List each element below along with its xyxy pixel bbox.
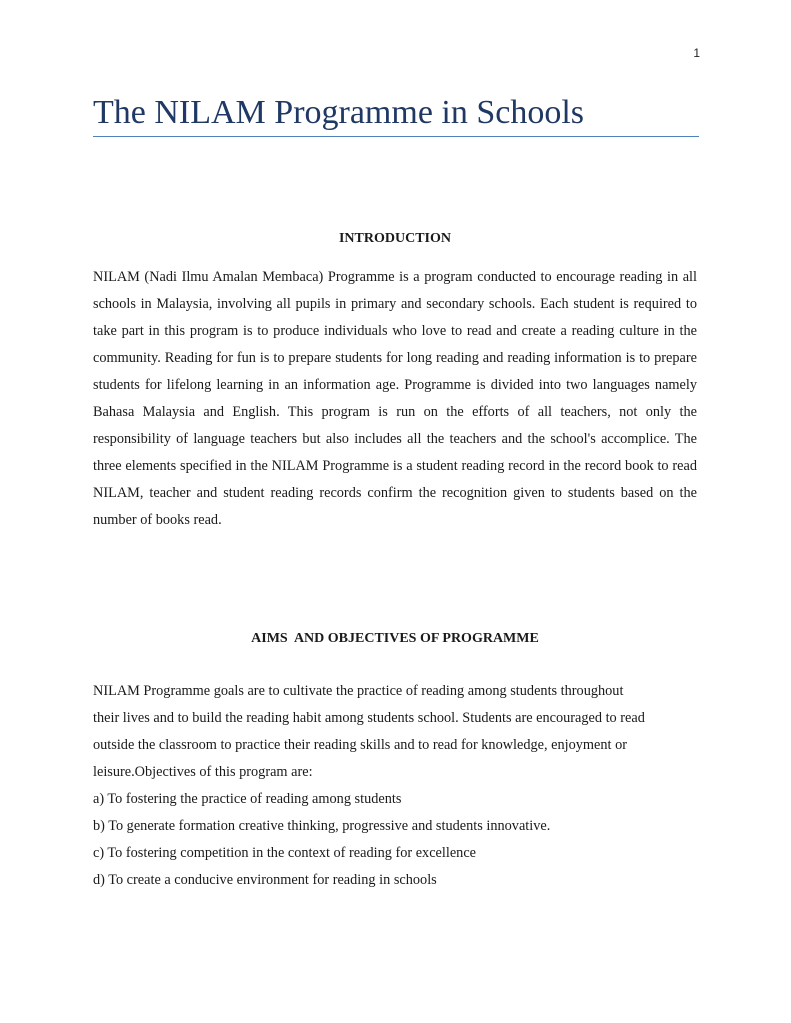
objectives-list	[93, 786, 697, 894]
introduction-paragraph: NILAM (Nadi Ilmu Amalan Membaca) Programme is a program conducted to encourage reading in all schools in Malaysia, involving all pupils in primary and secondary schools. Each student is required to take part in this program is to produce individuals who love to read and create a reading culture in the community. Reading for fun is to prepare students for long reading and reading information is to prepare students for lifelong learning in an information age. Programme is divided into two languages namely Bahasa Malaysia and English. This program is run on the efforts of all teachers, not only the responsibility of language teachers but also includes all the teachers and the school's accomplice. The three elements specified in the NILAM Programme is a student reading record in the record book to read NILAM, teacher and student reading records confirm the recognition given to students based on the number of books read.	[93, 269, 697, 528]
title-underline	[93, 136, 699, 137]
objective-item: a) To fostering the practice of reading among students	[93, 791, 402, 807]
aims-paragraph	[93, 678, 697, 786]
aims-heading: AIMS AND OBJECTIVES OF PROGRAMME	[251, 631, 539, 646]
objective-item: d) To create a conducive environment for reading in schools	[93, 872, 437, 888]
introduction-heading: INTRODUCTION	[338, 231, 451, 246]
aims-paragraph-line: NILAM Programme goals are to cultivate the practice of reading among students throughout	[93, 683, 624, 699]
document-title: The NILAM Programme in Schools	[93, 94, 585, 131]
aims-paragraph-line: their lives and to build the reading habit among students school. Students are encouraged to read	[93, 710, 645, 726]
objective-item: c) To fostering competition in the context of reading for excellence	[93, 845, 477, 861]
aims-paragraph-line: leisure.Objectives of this program are:	[93, 764, 313, 780]
objective-item: b) To generate formation creative thinking, progressive and students innovative.	[93, 818, 551, 834]
aims-paragraph-line: outside the classroom to practice their reading skills and to read for knowledge, enjoyment or	[93, 737, 627, 753]
page-number: 1	[693, 46, 700, 60]
